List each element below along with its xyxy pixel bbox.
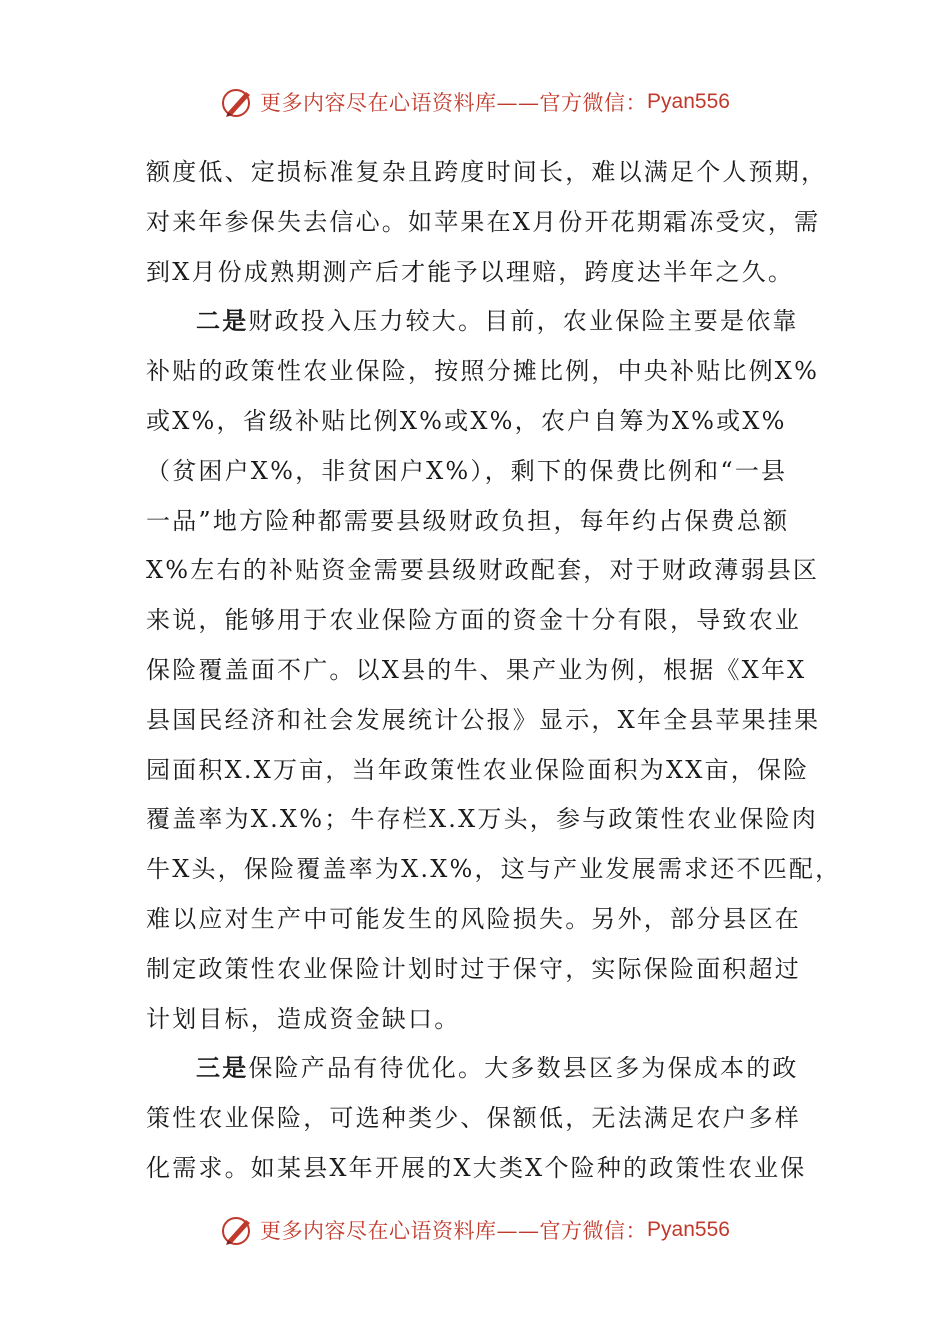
text-line <box>146 994 816 1044</box>
line-text: X%左右的补贴资金需要县级财政配套，对于财政薄弱县区 <box>146 556 820 585</box>
line-text: 策性农业保险，可选种类少、保额低，无法满足农户多样 <box>146 1104 801 1133</box>
line-lead: 三是 <box>196 1053 249 1083</box>
line-text: 覆盖率为X.X%；牛存栏X.X万头，参与政策性农业保险肉 <box>146 805 819 834</box>
line-text: （贫困户X%，非贫困户X%），剩下的保费比例和“一县 <box>146 456 788 485</box>
paragraph-start-three <box>146 1043 816 1093</box>
text-line <box>146 745 816 795</box>
line-text: 计划目标，造成资金缺口。 <box>146 1004 461 1033</box>
line-text: 来说，能够用于农业保险方面的资金十分有限，导致农业 <box>146 606 801 635</box>
line-text: 县国民经济和社会发展统计公报》显示，X年全县苹果挂果 <box>146 705 821 734</box>
line-text: 牛X头，保险覆盖率为X.X%，这与产业发展需求还不匹配， <box>146 855 842 884</box>
text-line <box>146 844 842 894</box>
line-text: 难以应对生产中可能发生的风险损失。另外，部分县区在 <box>146 904 801 933</box>
line-text: 到X月份成熟期测产后才能予以理赔，跨度达半年之久。 <box>146 257 795 286</box>
text-line <box>146 446 816 496</box>
text-line <box>146 645 816 695</box>
text-line <box>146 247 816 297</box>
watermark-wechat-id: Pyan556 <box>647 1218 730 1241</box>
line-text: 补贴的政策性农业保险，按照分摊比例，中央补贴比例X% <box>146 357 820 386</box>
text-line <box>146 197 821 247</box>
pen-logo-icon <box>220 84 256 120</box>
text-line <box>146 545 820 595</box>
text-line <box>146 147 828 197</box>
text-line <box>146 894 816 944</box>
text-line <box>146 695 821 745</box>
line-text: 对来年参保失去信心。如苹果在X月份开花期霜冻受灾，需 <box>146 207 821 236</box>
text-line <box>146 1093 816 1143</box>
text-line <box>146 1143 816 1193</box>
watermark-text: 更多内容尽在心语资料库——官方微信： <box>260 91 648 115</box>
text-line <box>146 944 816 994</box>
document-body <box>146 147 842 1193</box>
watermark-wechat-id: Pyan556 <box>647 90 730 113</box>
pen-logo-icon <box>220 1212 256 1248</box>
line-text: 财政投入压力较大。目前，农业保险主要是依靠 <box>248 307 799 336</box>
text-line <box>146 595 816 645</box>
line-text: 一品”地方险种都需要县级财政负担，每年约占保费总额 <box>146 506 790 535</box>
watermark-text: 更多内容尽在心语资料库——官方微信： <box>260 1219 648 1243</box>
line-text: 额度低、定损标准复杂且跨度时间长，难以满足个人预期， <box>146 158 828 186</box>
paragraph-start-two <box>146 296 816 346</box>
text-line <box>146 496 816 546</box>
header-watermark <box>0 82 950 122</box>
text-line <box>146 794 819 844</box>
text-line <box>146 396 816 446</box>
line-text: 化需求。如某县X年开展的X大类X个险种的政策性农业保 <box>146 1153 807 1182</box>
line-text: 园面积X.X万亩，当年政策性农业保险面积为XX亩，保险 <box>146 755 810 784</box>
text-line <box>146 346 820 396</box>
line-text: 保险产品有待优化。大多数县区多为保成本的政 <box>248 1054 799 1083</box>
line-text: 或X%，省级补贴比例X%或X%，农户自筹为X%或X% <box>146 406 787 435</box>
line-text: 保险覆盖面不广。以X县的牛、果产业为例，根据《X年X <box>146 655 807 684</box>
footer-watermark <box>0 1210 950 1250</box>
line-lead: 二是 <box>196 306 249 336</box>
line-text: 制定政策性农业保险计划时过于保守，实际保险面积超过 <box>146 954 801 983</box>
